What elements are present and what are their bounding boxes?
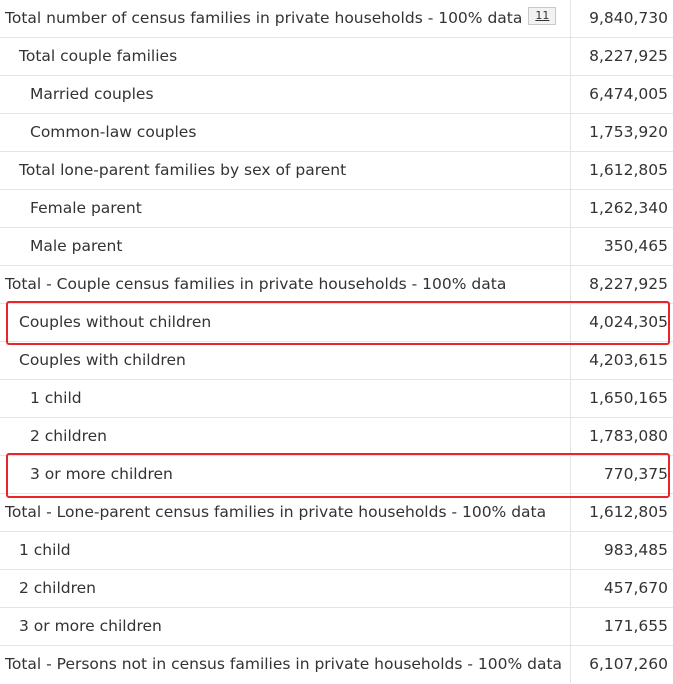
row-value: 1,650,165	[570, 380, 673, 417]
row-label: Total - Couple census families in private households - 100% data	[5, 275, 507, 293]
row-value: 1,783,080	[570, 418, 673, 455]
table-row	[0, 646, 673, 684]
row-label: Couples with children	[19, 351, 186, 369]
table-row	[0, 114, 673, 152]
row-label: Common-law couples	[30, 123, 197, 141]
row-value: 8,227,925	[570, 38, 673, 75]
table-row	[0, 76, 673, 114]
row-value: 171,655	[570, 608, 673, 645]
row-value: 6,474,005	[570, 76, 673, 113]
table-row	[0, 38, 673, 76]
table-row	[0, 418, 673, 456]
row-value: 9,840,730	[570, 0, 673, 37]
table-row	[0, 266, 673, 304]
row-label	[0, 0, 575, 37]
row-value: 4,024,305	[570, 304, 673, 341]
row-value: 1,612,805	[570, 494, 673, 531]
row-label: Total lone-parent families by sex of parent	[19, 161, 347, 179]
table-row	[0, 456, 673, 494]
row-value: 350,465	[570, 228, 673, 265]
table-row	[0, 190, 673, 228]
row-value: 8,227,925	[570, 266, 673, 303]
row-value: 770,375	[570, 456, 673, 493]
table-row	[0, 532, 673, 570]
row-label: Male parent	[30, 237, 123, 255]
row-value: 983,485	[570, 532, 673, 569]
table-row	[0, 608, 673, 646]
row-value: 1,753,920	[570, 114, 673, 151]
row-label: 1 child	[30, 389, 82, 407]
row-label: Total - Persons not in census families in private households - 100% data	[5, 655, 563, 673]
row-label: 1 child	[19, 541, 71, 559]
row-value: 1,262,340	[570, 190, 673, 227]
table-row	[0, 0, 673, 38]
row-value: 1,612,805	[570, 152, 673, 189]
row-label: Total - Lone-parent census families in private households - 100% data	[5, 503, 547, 521]
table-row	[0, 228, 673, 266]
row-label: Married couples	[30, 85, 154, 103]
row-label: Total couple families	[19, 47, 178, 65]
row-label: 2 children	[30, 427, 107, 445]
table-row	[0, 570, 673, 608]
row-label: 3 or more children	[30, 465, 173, 483]
table-row	[0, 494, 673, 532]
row-value: 4,203,615	[570, 342, 673, 379]
row-label-text: Total number of census families in private households - 100% data	[5, 9, 523, 27]
row-value: 6,107,260	[570, 646, 673, 683]
table-row	[0, 342, 673, 380]
row-value: 457,670	[570, 570, 673, 607]
table-row	[0, 304, 673, 342]
table-row	[0, 152, 673, 190]
row-label: 2 children	[19, 579, 96, 597]
table-row	[0, 380, 673, 418]
row-label: Couples without children	[19, 313, 212, 331]
row-label: Female parent	[30, 199, 142, 217]
row-label: 3 or more children	[19, 617, 162, 635]
footnote-link[interactable]: 11	[528, 7, 556, 25]
